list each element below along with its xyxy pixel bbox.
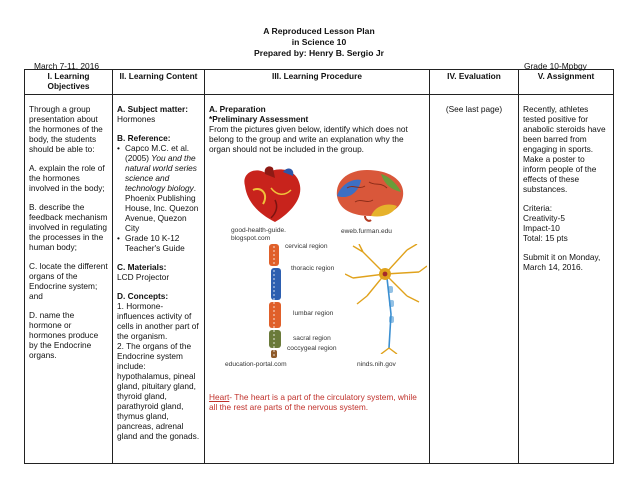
answer-word: Heart xyxy=(209,392,230,402)
document-header xyxy=(0,26,638,59)
heart-caption: good-health-guide. blogspot.com xyxy=(231,227,286,242)
reference-heading: B. Reference: xyxy=(117,133,171,143)
lesson-date: March 7-11, 2016 xyxy=(34,61,100,71)
header-objectives: I. Learning Objectives xyxy=(25,70,113,95)
assessment-answer xyxy=(209,392,425,412)
assessment-subheading: *Preliminary Assessment xyxy=(209,114,309,124)
assignment-submit: Submit it on Monday, March 14, 2016. xyxy=(523,252,601,272)
spine-label-sacral: sacral region xyxy=(293,335,331,342)
reference-item: • Grade 10 K-12 Teacher's Guide xyxy=(117,233,200,253)
objective-d: D. name the hormone or hormones produce by the Endocrine organs. xyxy=(29,310,99,360)
reference-list xyxy=(117,143,200,253)
header-assignment: V. Assignment xyxy=(519,70,614,95)
assessment-pictures xyxy=(209,160,425,388)
objective-b: B. describe the feedback mechanism involved in regulating the processes in the human body; xyxy=(29,202,108,252)
preparation-heading: A. Preparation xyxy=(209,104,266,114)
document-subject: in Science 10 xyxy=(291,37,347,47)
brain-image xyxy=(331,166,409,222)
objective-c: C. locate the different organs of the Endocrine system; and xyxy=(29,261,108,301)
objectives-cell xyxy=(25,95,113,464)
subject-matter-value: Hormones xyxy=(117,114,156,124)
reference-item: • Capco M.C. et al. (2005) You and the natural world series science and technology biology. Phoenix Publishing House, Inc. Quezon Avenue, Quezon City xyxy=(117,143,200,233)
concept-2: 2. The organs of the Endocrine system include: hypothalamus, pineal gland, pituitary gland, thyroid gland, parathyroid gland, thymus gland, pancreas, adrenal gland and the gonads. xyxy=(117,341,200,441)
neuron-caption: ninds.nih.gov xyxy=(357,361,396,368)
document-title: A Reproduced Lesson Plan xyxy=(263,26,375,36)
criteria-item: Impact-10 xyxy=(523,223,560,233)
spine-label-lumbar: lumbar region xyxy=(293,310,334,317)
assignment-cell xyxy=(519,95,614,464)
assignment-text: Recently, athletes tested positive for anabolic steroids have been barred from engaging in sports. Make a poster to inform people of the effects of these substances. xyxy=(523,104,606,194)
evaluation-text: (See last page) xyxy=(445,104,503,114)
document-author: Prepared by: Henry B. Sergio Jr xyxy=(254,48,384,58)
neuron-image xyxy=(345,244,427,354)
answer-text: - The heart is a part of the circulatory system, while all the rest are parts of the nervous system. xyxy=(209,392,417,412)
grade-section: Grade 10-Mpbgy xyxy=(524,61,587,71)
spine-label-thoracic: thoracic region xyxy=(291,265,335,272)
spine-label-coccygeal: coccygeal region xyxy=(287,345,337,352)
assignment-criteria xyxy=(523,203,609,243)
objective-a: A. explain the role of the hormones involved in the body; xyxy=(29,163,105,193)
brain-caption: eweb.furman.edu xyxy=(341,228,392,235)
spine-caption: education-portal.com xyxy=(225,361,287,368)
concepts-heading: D. Concepts: xyxy=(117,291,169,301)
criteria-item: Creativity-5 xyxy=(523,213,565,223)
objectives-intro: Through a group presentation about the hormones of the body, the students should be able to: xyxy=(29,104,103,154)
criteria-total: Total: 15 pts xyxy=(523,233,568,243)
materials-value: LCD Projector xyxy=(117,272,170,282)
table-header-row xyxy=(25,70,614,95)
header-content: II. Learning Content xyxy=(113,70,205,95)
evaluation-cell xyxy=(430,95,519,464)
spine-label-cervical: cervical region xyxy=(285,243,328,250)
header-procedure: III. Learning Procedure xyxy=(205,70,430,95)
table-body-row xyxy=(25,95,614,464)
lesson-plan-table xyxy=(24,69,614,464)
criteria-label: Criteria: xyxy=(523,203,553,213)
heart-image xyxy=(235,164,313,224)
content-cell xyxy=(113,95,205,464)
header-evaluation: IV. Evaluation xyxy=(430,70,519,95)
procedure-cell xyxy=(205,95,430,464)
subject-matter-heading: A. Subject matter: xyxy=(117,104,188,114)
procedure-instruction: From the pictures given below, identify which does not belong to the group and write an explanation why the organ should not be included in the group. xyxy=(209,124,408,154)
materials-heading: C. Materials: xyxy=(117,262,167,272)
concept-1: 1. Hormone-influences activity of cells in another part of the organism. xyxy=(117,301,199,341)
